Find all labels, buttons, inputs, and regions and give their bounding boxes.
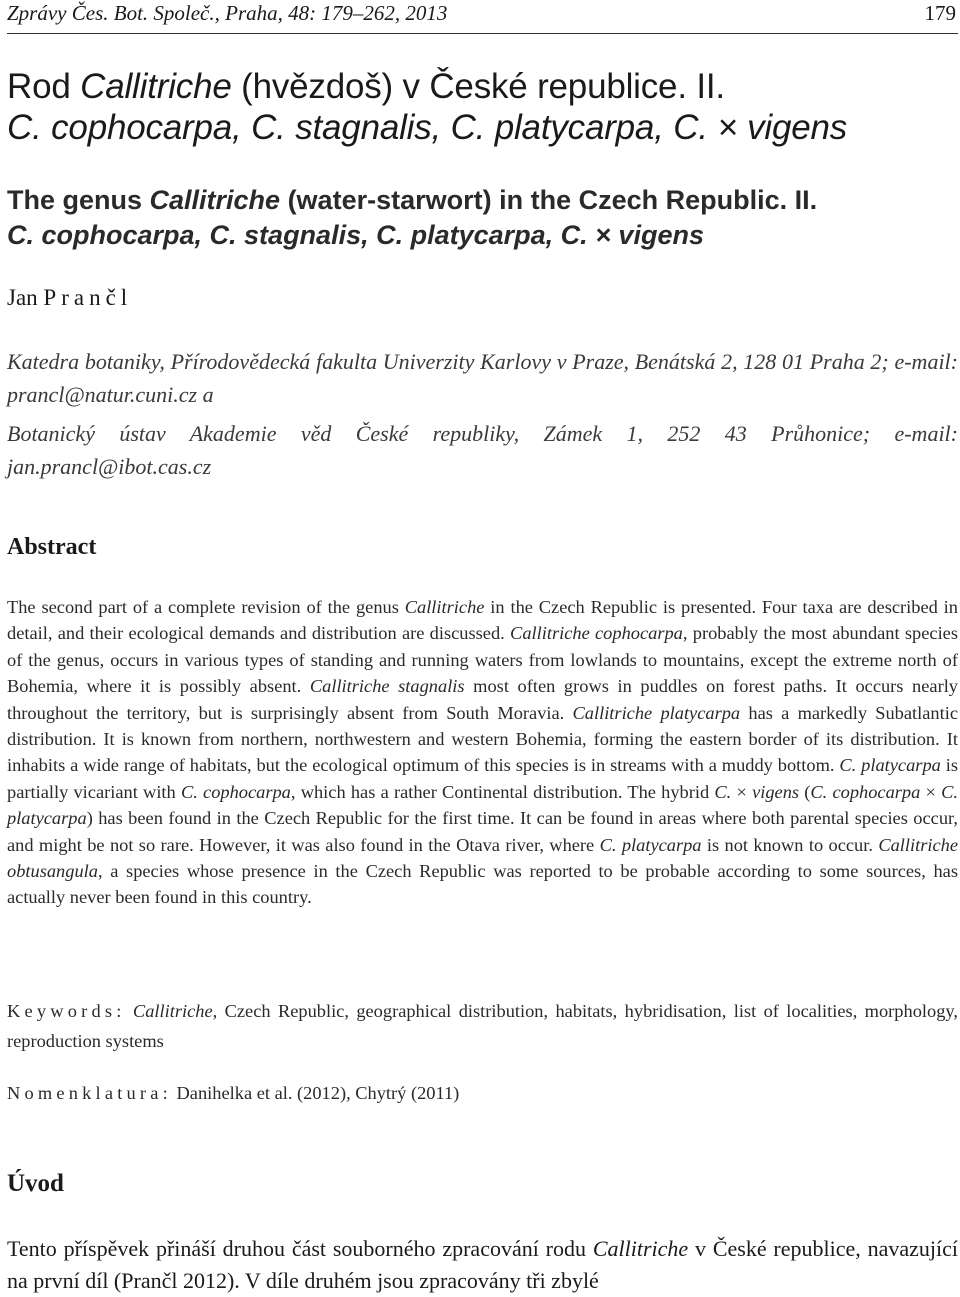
affiliation-1: Katedra botaniky, Přírodovědecká fakulta Univerzity Karlovy v Praze, Benátská 2, 128 01 Praha 2; e-mail: prancl@natur.cuni.cz a [7, 349, 958, 407]
affiliation-2: Botanický ústav Akademie věd České republiky, Zámek 1, 252 43 Průhonice; e-mail: jan.prancl@ibot.cas.cz [7, 421, 958, 479]
abstract-heading: Abstract [7, 534, 97, 560]
nomenclature-text: Danihelka et al. (2012), Chytrý (2011) [176, 1083, 460, 1103]
intro-heading: Úvod [7, 1170, 64, 1197]
nomenclature-label: Nomenklatura: [7, 1083, 172, 1103]
title-text: The genus [7, 185, 150, 215]
author-name [7, 285, 132, 311]
journal-citation: Zprávy Čes. Bot. Společ., Praha, 48: 179–262, 2013 [7, 1, 448, 25]
keywords-genus: Callitriche [132, 1001, 213, 1021]
intro-paragraph: Tento příspěvek přináší druhou část souborného zpracování rodu Callitriche v České republice, navazující na první díl (Prančl 2012). V díle druhém jsou zpracovány tři zbylé [7, 1236, 958, 1293]
title-english-line-2 [7, 218, 958, 253]
title-taxa: C. cophocarpa, C. stagnalis, C. platycarpa, C. × vigens [7, 220, 704, 250]
title-text: Rod [7, 67, 81, 106]
title-english [7, 183, 958, 253]
title-genus: Callitriche [80, 67, 232, 106]
title-text: (water-starwort) in the Czech Republic. II. [280, 185, 818, 215]
author-last-name: Prančl [43, 285, 133, 310]
title-czech-line-1 [7, 66, 958, 107]
title-text: (hvězdoš) v České republice. II. [231, 67, 725, 106]
author-first-name: Jan [7, 285, 38, 310]
title-czech-line-2 [7, 107, 958, 148]
title-czech [7, 66, 958, 148]
affiliations [7, 345, 958, 489]
title-genus: Callitriche [149, 185, 281, 215]
keywords [7, 996, 958, 1056]
title-taxa: C. cophocarpa, C. stagnalis, C. platycarpa, C. × vigens [7, 108, 848, 147]
keywords-label: Keywords: [7, 1001, 126, 1021]
header-rule [7, 33, 958, 34]
abstract-text: The second part of a complete revision of the genus Callitriche in the Czech Republic is presented. Four taxa are described in detail, and their ecological demands and distribution are discussed. Callitriche cophocarpa, probably the most abundant species of the genus, occurs in various types of standing and running waters from lowlands to mountains, except the extreme north of Bohemia, where it is possibly absent. Callitriche stagnalis most often grows in puddles on forest paths. It occurs nearly throughout the territory, but is surprisingly absent from South Moravia. Callitriche platycarpa has a markedly Subatlantic distribution. It is known from northern, northwestern and western Bohemia, forming the eastern border of its distribution. It inhabits a wide range of habitats, but the ecological optimum of this species is in streams with a muddy bottom. C. platycarpa is partially vicariant with C. cophocarpa, which has a rather Continental distribution. The hybrid C. × vigens (C. cophocarpa × C. platycarpa) has been found in the Czech Republic for the first time. It can be found in areas where both parental species occur, and might be not so rare. However, it was also found in the Otava river, where C. platycarpa is not known to occur. Callitriche obtusangula, a species whose presence in the Czech Republic was reported to be probable according to some sources, has actually never been found in this country. [7, 597, 959, 908]
keywords-list: , Czech Republic, geographical distribution, habitats, hybridisation, list of localities, morphology, reproduction systems [7, 1001, 958, 1051]
page-number: 179 [924, 1, 956, 25]
title-english-line-1 [7, 183, 958, 218]
nomenclature [7, 1078, 958, 1108]
running-header [7, 0, 958, 32]
